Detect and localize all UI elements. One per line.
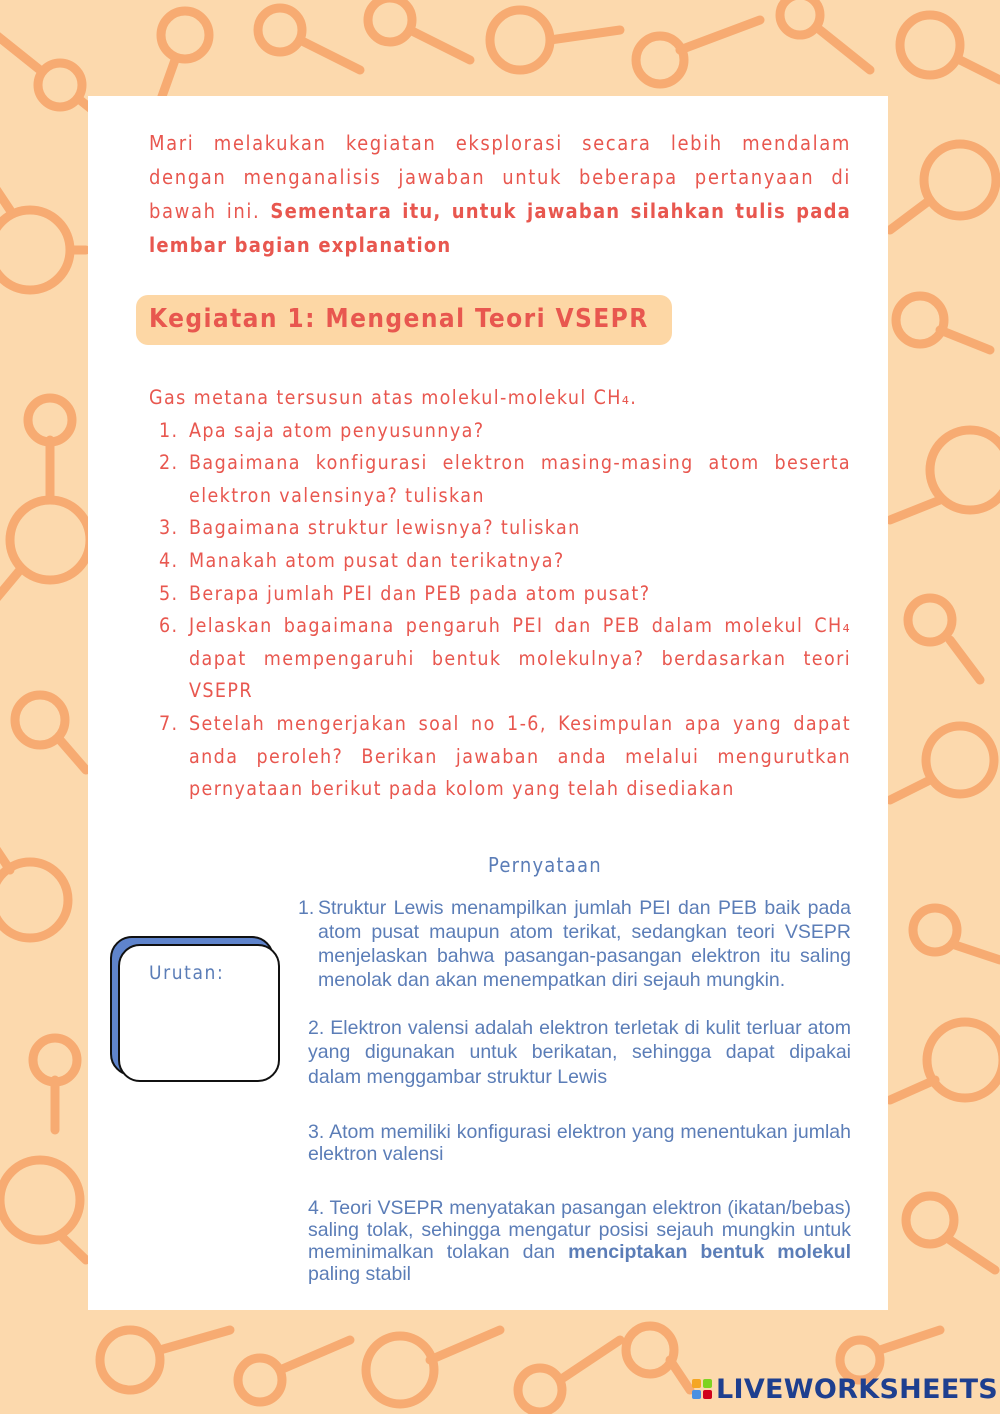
order-answer-box[interactable] bbox=[118, 944, 280, 1082]
question-text: Setelah mengerjakan soal no 1-6, Kesimpulan apa yang dapat anda peroleh? Berikan jawaban anda melalui mengurutkan pernyataan berikut pada kolom yang telah disediakan bbox=[189, 711, 851, 801]
question-number: 7. bbox=[159, 711, 179, 735]
brand-name: LIVEWORKSHEETS bbox=[716, 1373, 999, 1405]
question-number: 5. bbox=[159, 581, 179, 605]
question-text: Bagaimana struktur lewisnya? tuliskan bbox=[189, 516, 581, 540]
intro-bold-instruction: Sementara itu, untuk jawaban silahkan tulis pada lembar bagian explanation bbox=[149, 199, 851, 257]
statement-4-bold: menciptakan bentuk molekul bbox=[568, 1241, 851, 1263]
question-block bbox=[149, 382, 851, 806]
worksheet-card bbox=[88, 96, 888, 1310]
question-item bbox=[149, 415, 851, 448]
question-text: Berapa jumlah PEI dan PEB pada atom pusat? bbox=[189, 581, 651, 605]
question-text: Bagaimana konfigurasi elektron masing-masing atom beserta elektron valensinya? tuliskan bbox=[189, 451, 851, 507]
liveworksheets-logo-icon bbox=[692, 1379, 712, 1399]
question-number: 1. bbox=[159, 418, 179, 442]
liveworksheets-brand[interactable] bbox=[692, 1372, 998, 1406]
question-item bbox=[149, 447, 851, 512]
activity-heading bbox=[136, 295, 672, 345]
statement-1-number: 1. bbox=[298, 897, 315, 919]
intro-paragraph bbox=[149, 126, 851, 262]
statement-2: 2. Elektron valensi adalah elektron terletak di kulit terluar atom yang digunakan untuk berikatan, sehingga dapat dipakai dalam menggambar struktur Lewis bbox=[308, 1017, 851, 1088]
question-item bbox=[149, 610, 851, 708]
question-list bbox=[149, 415, 851, 806]
question-text: Manakah atom pusat dan terikatnya? bbox=[189, 548, 565, 572]
statements-title: Pernyataan bbox=[488, 853, 602, 877]
question-item bbox=[149, 708, 851, 806]
statement-1-text: Struktur Lewis menampilkan jumlah PEI dan PEB baik pada atom pusat maupun atom terikat, sedangkan teori VSEPR menjelaskan bahwa pasangan-pasangan elektron itu saling menolak dan akan menempatkan diri sejauh mungkin. bbox=[318, 897, 851, 991]
question-lead: Gas metana tersusun atas molekul-molekul CH₄. bbox=[149, 386, 638, 409]
statement-3: 3. Atom memiliki konfigurasi elektron yang menentukan jumlah elektron valensi bbox=[308, 1121, 851, 1165]
activity-title: Kegiatan 1: Mengenal Teori VSEPR bbox=[149, 304, 649, 334]
question-number: 2. bbox=[159, 451, 179, 475]
statement-4-end: paling stabil bbox=[308, 1263, 411, 1285]
question-item bbox=[149, 545, 851, 578]
statement-4 bbox=[308, 1197, 851, 1285]
question-number: 4. bbox=[159, 548, 179, 572]
order-box-label: Urutan: bbox=[149, 962, 225, 984]
question-item bbox=[149, 578, 851, 611]
question-number: 3. bbox=[159, 516, 179, 540]
question-number: 6. bbox=[159, 614, 179, 638]
statement-4-text: 4. Teori VSEPR menyatakan pasangan elektron (ikatan/bebas) saling tolak, sehingga mengatur posisi sejauh mungkin untuk meminimalkan tolakan dan bbox=[308, 1197, 851, 1263]
question-item bbox=[149, 512, 851, 545]
statement-1 bbox=[298, 896, 851, 992]
intro-text: Mari melakukan kegiatan eksplorasi secara lebih mendalam dengan menganalisis jawaban untuk beberapa pertanyaan di bawah ini. bbox=[149, 131, 851, 223]
question-text: Jelaskan bagaimana pengaruh PEI dan PEB dalam molekul CH₄ dapat mempengaruhi bentuk molekulnya? berdasarkan teori VSEPR bbox=[189, 614, 851, 703]
question-text: Apa saja atom penyusunnya? bbox=[189, 418, 485, 442]
